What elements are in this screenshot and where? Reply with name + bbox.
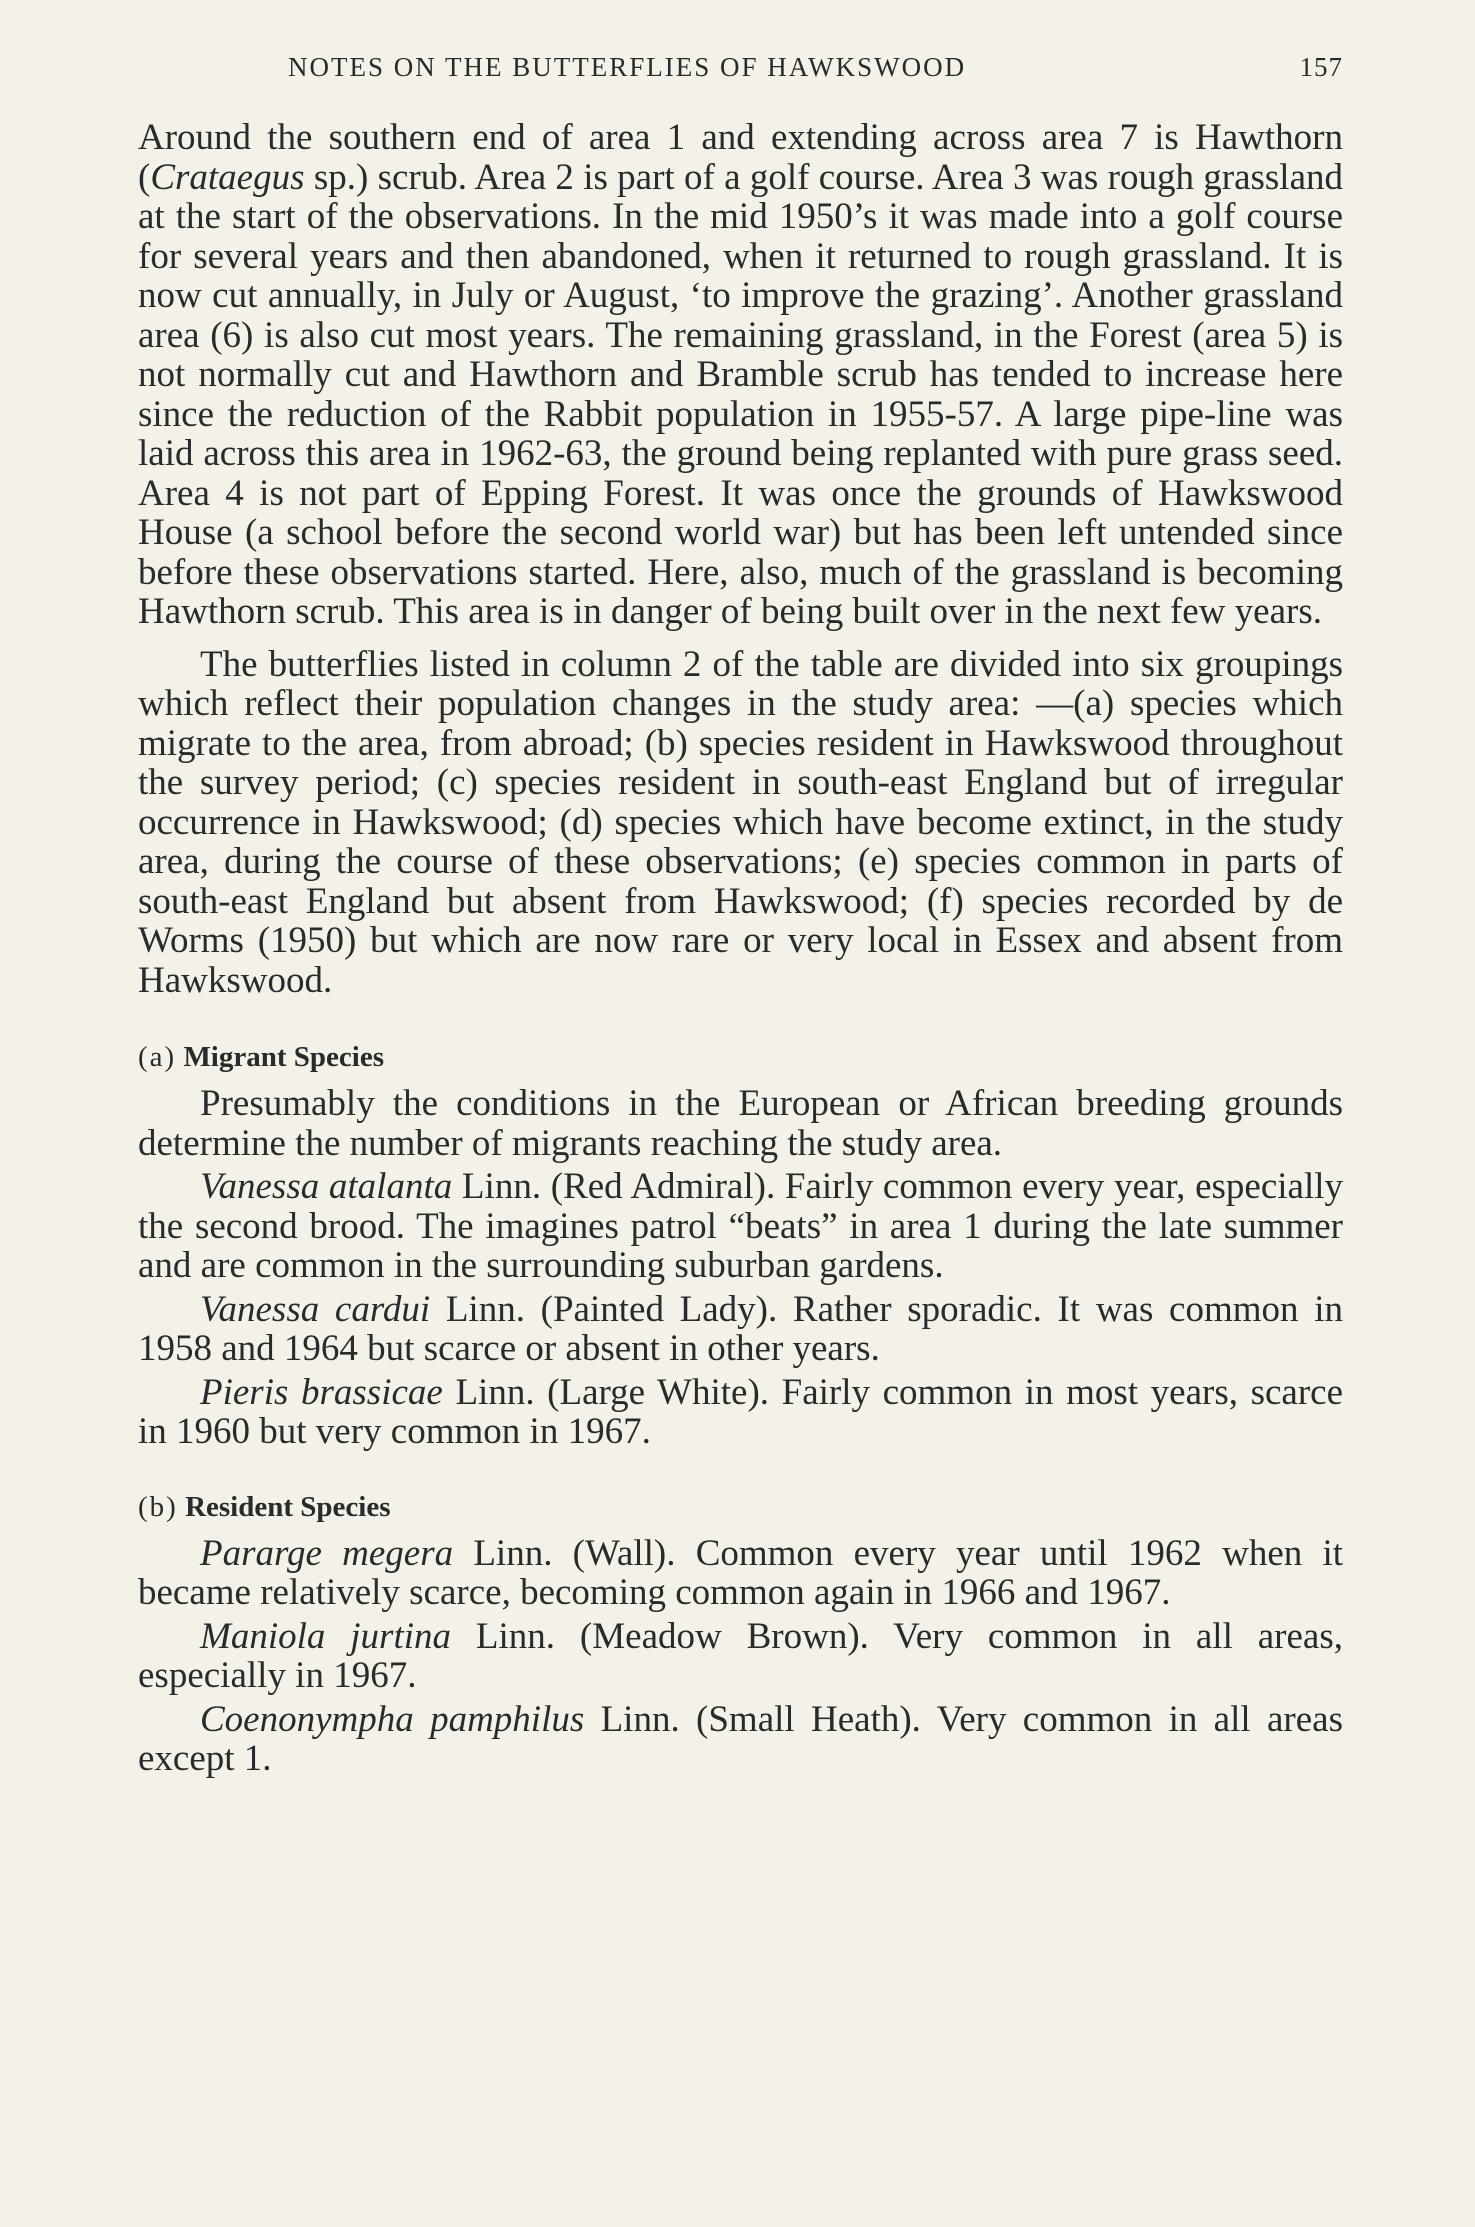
species-name: Maniola jurtina bbox=[200, 1615, 452, 1657]
species-text: Linn. (Large White). Fairly common in most years, scarce in 1960 but very common in 1967. bbox=[138, 1371, 1344, 1452]
species-text: Linn. (Painted Lady). Rather sporadic. It was common in 1958 and 1964 but scarce or absent in other years. bbox=[138, 1288, 1343, 1369]
species-text: Linn. (Small Heath). Very common in all areas except 1. bbox=[138, 1698, 1343, 1779]
species-entry bbox=[138, 1617, 1343, 1696]
paragraph-study-areas bbox=[138, 118, 1343, 632]
body-text bbox=[138, 118, 1343, 1779]
text-run: Around the southern end of area 1 and extending across area 7 is Hawthorn ( bbox=[138, 117, 1343, 198]
paragraph-migrant-intro: Presumably the conditions in the European or African breeding grounds determine the number of migrants reaching the study area. bbox=[138, 1083, 1343, 1164]
section-title: Migrant Species bbox=[183, 1041, 384, 1073]
running-header bbox=[138, 46, 1343, 86]
species-name: Vanessa cardui bbox=[200, 1288, 431, 1330]
species-name: Pieris brassicae bbox=[200, 1371, 443, 1413]
paragraph-groupings: The butterflies listed in column 2 of the table are divided into six groupings which reflect their population changes in the study area: —(a) species which migrate to the area, from abroad; (b) species resident in Hawkswood throughout the survey period; (c) species resident in south-east England but of irregular occurrence in Hawkswood; (d) species which have become extinct, in the study area, during the course of these observations; (e) species common in parts of south-east England but absent from Hawkswood; (f) species recorded by de Worms (1950) but which are now rare or very local in Essex and absent from Hawkswood. bbox=[138, 643, 1343, 1001]
section-letter: (b) bbox=[138, 1490, 178, 1523]
species-entry bbox=[138, 1167, 1343, 1286]
species-entry bbox=[138, 1700, 1343, 1779]
species-entry bbox=[138, 1290, 1343, 1369]
section-heading-migrant bbox=[138, 1040, 1343, 1074]
species-text: Linn. (Wall). Common every year until 1962 when it became relatively scarce, becoming common again in 1966 and 1967. bbox=[138, 1532, 1344, 1613]
running-title: NOTES ON THE BUTTERFLIES OF HAWKSWOOD bbox=[288, 52, 967, 82]
species-name: Crataegus bbox=[150, 156, 305, 198]
species-name: Pararge megera bbox=[200, 1532, 454, 1574]
page-number: 157 bbox=[1299, 52, 1343, 82]
species-name: Coenonympha pamphilus bbox=[200, 1698, 585, 1740]
species-text: Linn. (Red Admiral). Fairly common every year, especially the second brood. The imagines patrol “beats” in area 1 during the late summer and are common in the surrounding suburban gardens. bbox=[138, 1166, 1343, 1286]
section-heading-resident bbox=[138, 1490, 1343, 1524]
section-letter: (a) bbox=[138, 1041, 177, 1073]
section-title: Resident Species bbox=[185, 1490, 391, 1523]
species-entry bbox=[138, 1534, 1343, 1613]
species-name: Vanessa atalanta bbox=[200, 1166, 453, 1207]
text-run: sp.) scrub. Area 2 is part of a golf course. Area 3 was rough grassland at the start of the observations. In the mid 1950’s it was made into a golf course for several years and then abandoned, when it returned to rough grassland. It is now cut annually, in July or August, ‘to improve the grazing’. Another grassland area (6) is also cut most years. The remaining grassland, in the Forest (area 5) is not normally cut and Hawthorn and Bramble scrub has tended to increase here since the reduction of the Rabbit population in 1955-57. A large pipe-line was laid across this area in 1962-63, the ground being replanted with pure grass seed. Area 4 is not part of Epping Forest. It was once the grounds of Hawkswood House (a school before the second world war) but has been left untended since before these observations started. Here, also, much of the grassland is becoming Hawthorn scrub. This area is in danger of being built over in the next few years. bbox=[138, 156, 1343, 632]
species-text: Linn. (Meadow Brown). Very common in all areas, especially in 1967. bbox=[138, 1615, 1343, 1696]
species-entry bbox=[138, 1373, 1343, 1452]
